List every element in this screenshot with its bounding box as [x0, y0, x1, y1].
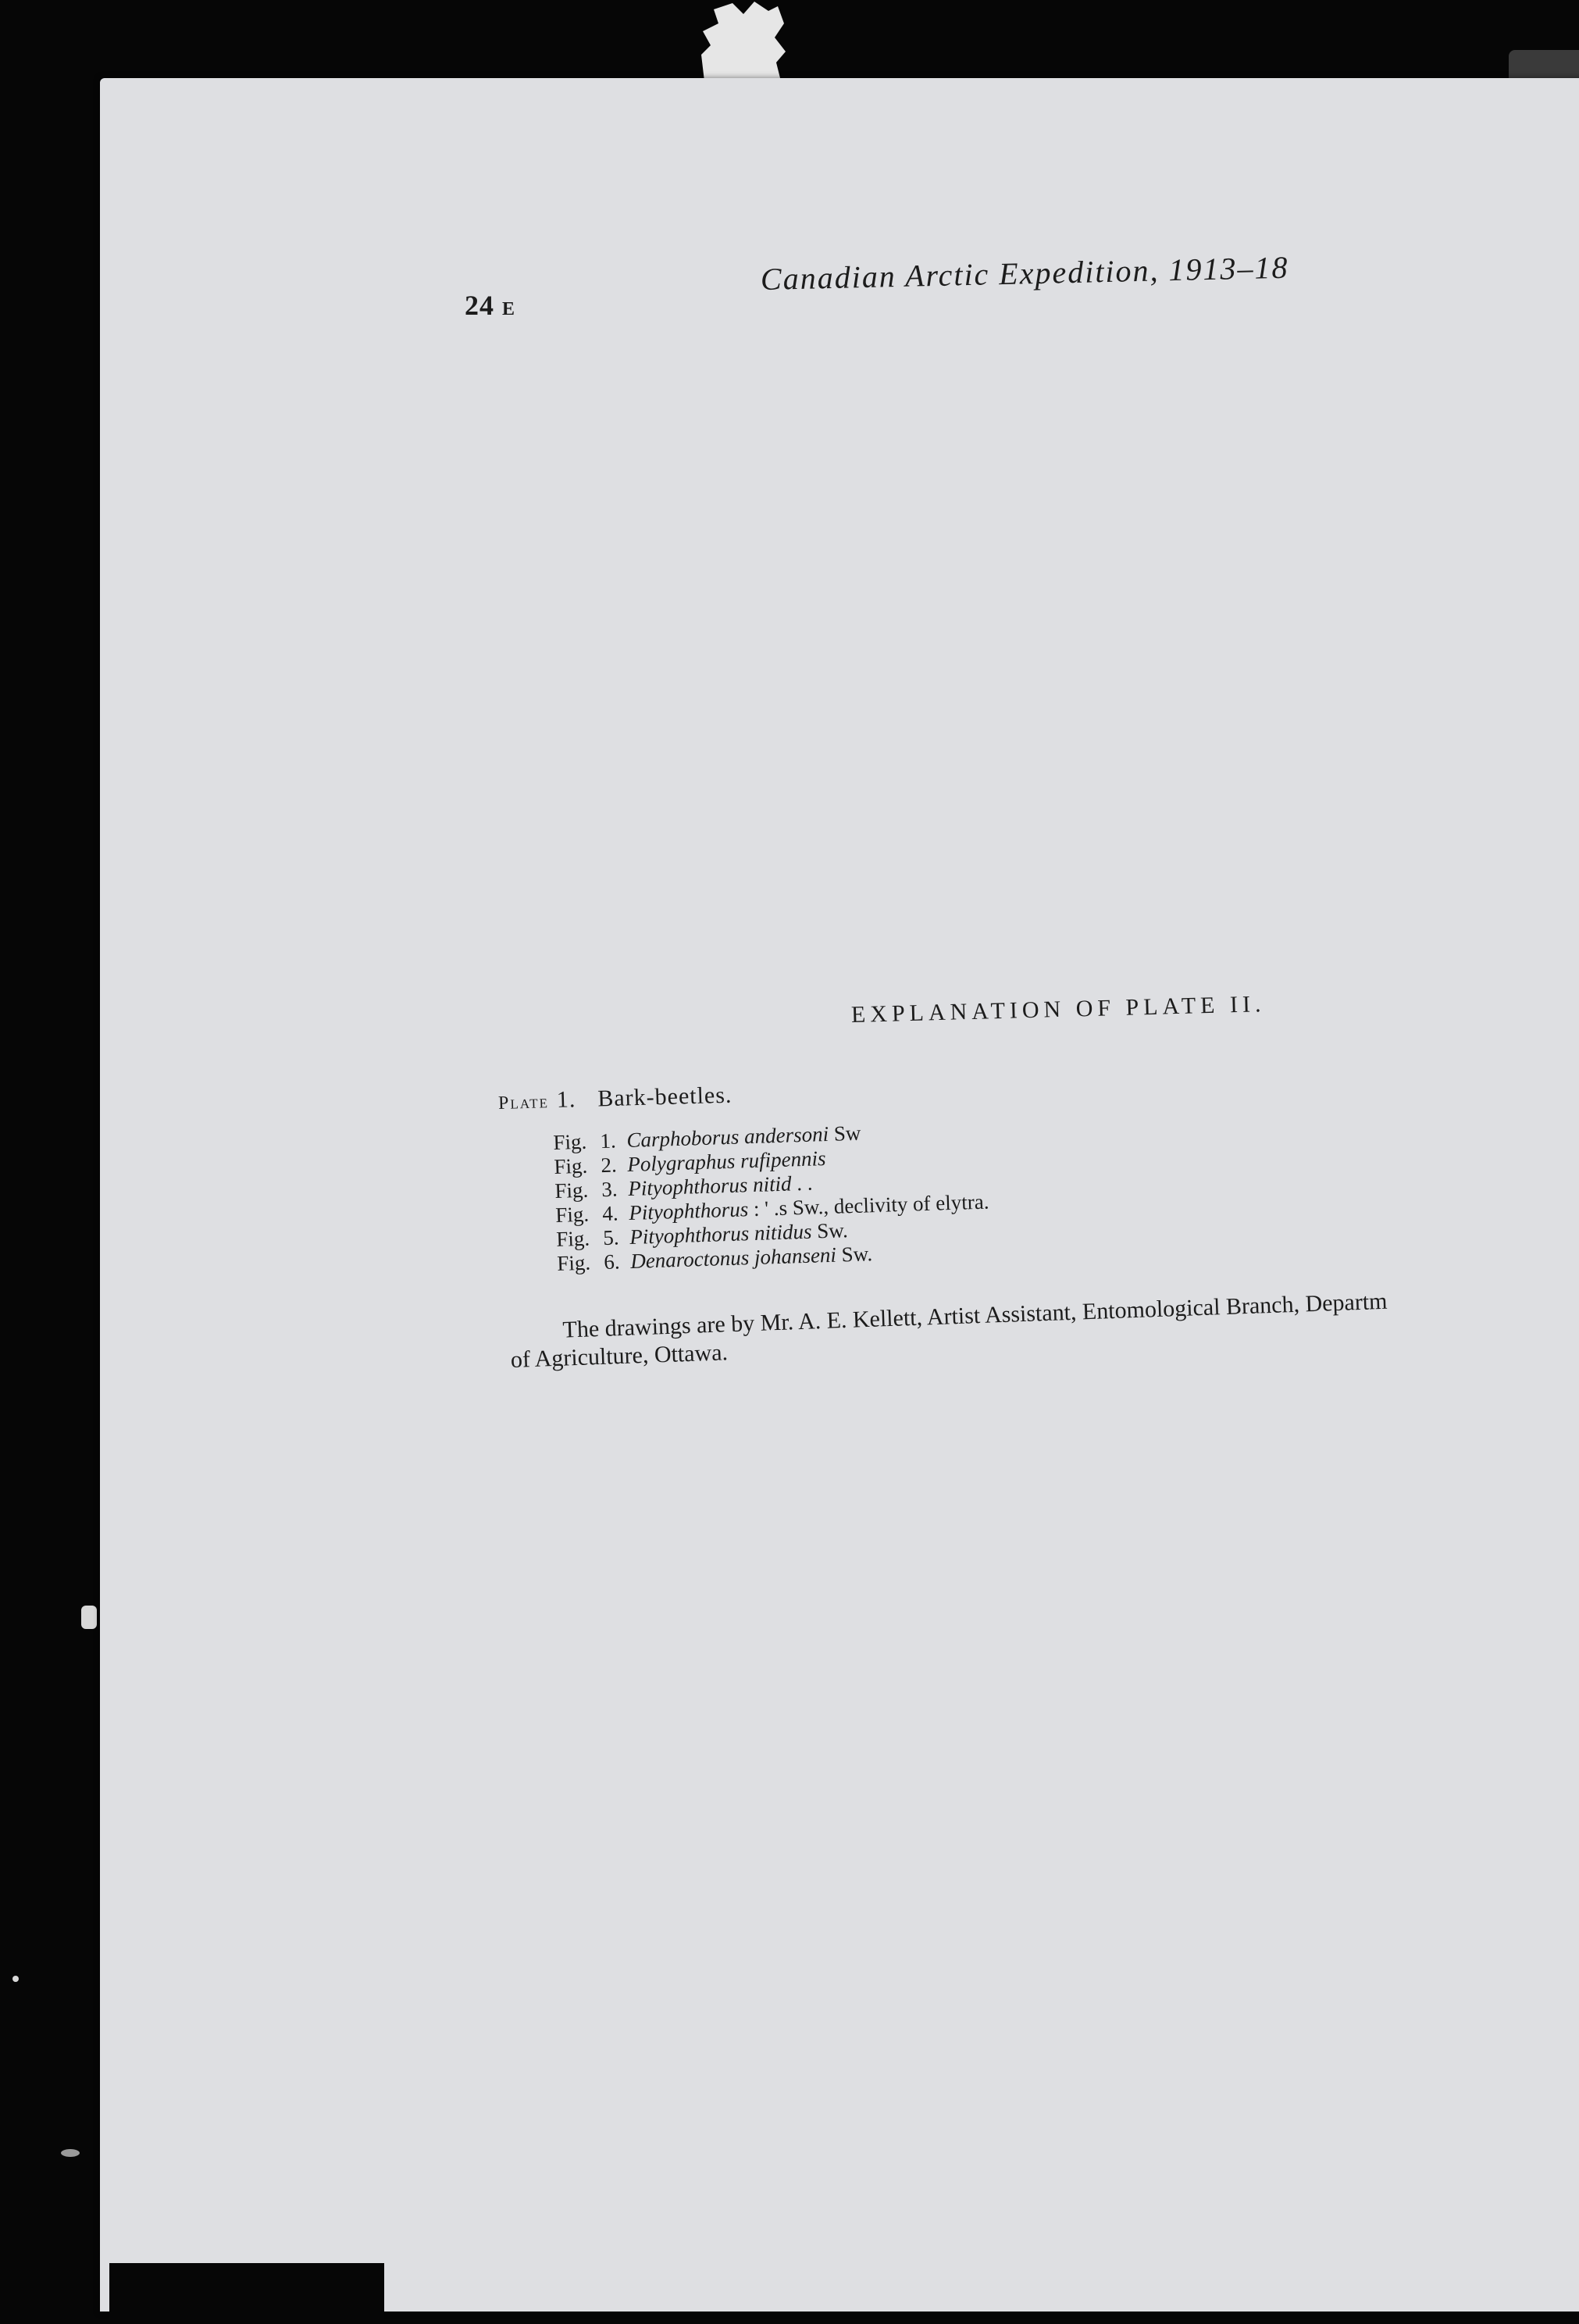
page-number-suffix: E [502, 299, 516, 319]
torn-paper-fragment [697, 0, 790, 81]
figure-species: Carphoborus andersoni [626, 1121, 829, 1153]
page-bottom-shadow [109, 2263, 384, 2324]
page-number-value: 24 [465, 290, 494, 321]
figure-suffix: Sw [828, 1121, 861, 1146]
figure-species: Denaroctonus johanseni [629, 1242, 837, 1273]
dust-speck [81, 1606, 97, 1629]
plate-caption: Bark-beetles. [597, 1082, 732, 1112]
credit-line-2: of Agriculture, Ottawa. [510, 1339, 729, 1373]
figure-list [553, 1101, 1494, 1276]
figure-label: Fig. [553, 1129, 587, 1154]
figure-suffix: . . [791, 1171, 813, 1196]
figure-suffix: Sw. [836, 1242, 873, 1267]
figure-suffix: Sw. [811, 1218, 849, 1243]
figure-number: 5. [602, 1225, 620, 1250]
figure-suffix: : ' .s Sw., declivity of elytra. [747, 1189, 989, 1221]
figure-number: 3. [601, 1177, 618, 1202]
running-head: Canadian Arctic Expedition, 1913–18 [760, 249, 1289, 297]
figure-label: Fig. [556, 1250, 591, 1275]
figure-species: Pityophthorus nitidus [629, 1219, 812, 1249]
figure-label: Fig. [555, 1226, 590, 1251]
section-heading: EXPLANATION OF PLATE II. [850, 991, 1266, 1028]
figure-number: 6. [603, 1249, 621, 1274]
dust-speck [61, 2149, 80, 2157]
credit-line-1: The drawings are by Mr. A. E. Kellett, Artist Assistant, Entomological Branch, Departm [561, 1288, 1388, 1343]
figure-label: Fig. [554, 1178, 589, 1203]
plate-label: Plate [497, 1092, 550, 1114]
figure-number: 2. [600, 1153, 618, 1178]
figure-number: 4. [601, 1201, 619, 1226]
page-number [465, 289, 515, 322]
figure-number: 1. [599, 1128, 617, 1153]
figure-species: Pityophthorus nitid [627, 1171, 792, 1201]
figure-label: Fig. [554, 1202, 590, 1227]
figure-species: Polygraphus rufipennis [626, 1146, 826, 1177]
plate-number: 1. [556, 1086, 576, 1113]
figure-label: Fig. [553, 1153, 588, 1178]
figure-species: Pityophthorus [628, 1197, 749, 1224]
dust-speck [12, 1976, 19, 1982]
